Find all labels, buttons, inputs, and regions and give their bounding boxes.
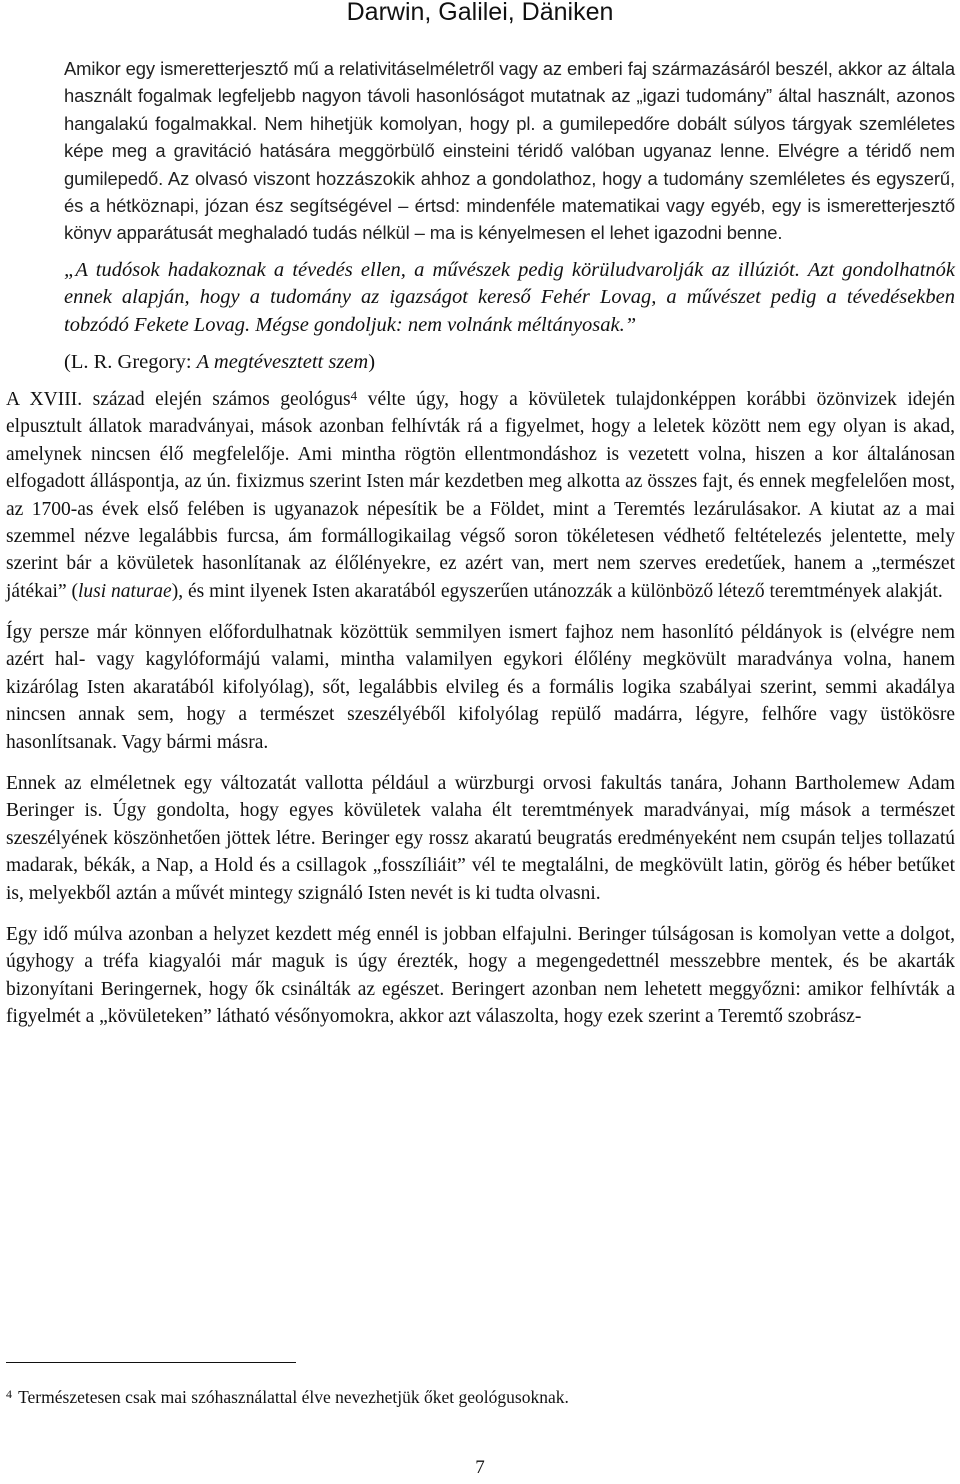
footnote-reference[interactable]: 4 [350, 388, 358, 403]
intro-paragraph: Amikor egy ismeretterjesztő mű a relativitáselméletről vagy az emberi faj származásáról beszél, akkor az általa használt fogalmak legfeljebb nagyon távoli hasonlóságot mutatnak az „igazi tudomány” által használt, azonos hangalakú fogalmakkal. Nem hihetjük komolyan, hogy pl. a gumilepedőre dobált súlyos tárgyak szemléletes képe meg a gravitáció hatására meggörbülő einsteini téridő valóban ugyanaz lenne. Elvégre a téridő nem gumilepedő. Az olvasó viszont hozzászokik ahhoz a gondolathoz, hogy a tudomány szemléletes és egyszerű, és a hétköznapi, józan ész segítségével – értsd: mindenféle matematikai vagy egyéb, egy is ismeretterjesztő könyv apparátusát meghaladó tudás nélkül – ma is kényelmesen el lehet igazodni benne. [64, 58, 955, 244]
page-title: Darwin, Galilei, Däniken [346, 0, 614, 26]
footnote-mark: 4 [6, 1387, 12, 1401]
body-paragraph-2 [6, 619, 955, 756]
footnote-text: Természetesen csak mai szóhasználattal élve nevezhetjük őket geológusoknak. [18, 1387, 569, 1407]
body-paragraph-3-text: Ennek az elméletnek egy változatát vallotta például a würzburgi orvosi fakultás tanára, Johann Bartholemew Adam Beringer is. Úgy gondolta, hogy egyes kövületek valaha élt teremtmények maradványai, míg mások a természet szeszélyének köszönhetően jöttek létre. Beringer egy rossz akaratú beugratás eredményeként nem csupán teljes tollazatú madarak, békák, a Nap, a Hold és a csillagok „fosszíliáit” vél te megtalálni, de megkövült latin, görög és héber betűket is, melyekből aztán a művét mintegy szignáló Isten nevét is ki tudta olvasni. [6, 773, 955, 904]
epigraph-source-title: A megtévesztett szem [196, 351, 369, 373]
body-paragraph-1-end: ), és mint ilyenek Isten akaratából egyszerűen utánozzák a különböző létező teremtmények alakját. [171, 580, 943, 602]
footnote [6, 1385, 569, 1409]
body-paragraph-1-latin: lusi naturae [78, 580, 172, 602]
epigraph-source [64, 349, 375, 376]
body-paragraph-2-text: Így persze már könnyen előfordulhatnak közöttük semmilyen ismert fajhoz nem hasonlító példányok is (elvégre nem azért hal- vagy kagylóformájú valami, mintha valamilyen egykori élőlény megkövült maradványa volna, hanem kizárólag Isten akaratából kifolyólag), sőt, legalábbis elvileg és a formális logika szabályai szerint, semmi akadálya nincsen annak sem, hogy a természet szeszélyéből kifolyólag repülő madárra, légyre, felhőre vagy üstökösre hasonlítsanak. Vagy bármi másra. [6, 622, 955, 753]
epigraph-source-end: ) [368, 351, 376, 373]
body-paragraph-1-start: A XVIII. század elején számos geológus [6, 389, 351, 410]
epigraph-quote: „A tudósok hadakoznak a tévedés ellen, a művészek pedig körüludvarolják az illúziót. Azt gondolhatnók ennek alapján, hogy a tudomány az igazságot kereső Fehér Lovag, a művészet pedig a tévedésekben tobzódó Fekete Lovag. Mégse gondoljuk: nem volnánk méltányosak.” [64, 259, 955, 336]
page-number: 7 [475, 1457, 485, 1478]
body-paragraph-4-text: Egy idő múlva azonban a helyzet kezdett még ennél is jobban elfajulni. Beringer túlságosan is komolyan vette a dolgot, úgyhogy a tréfa kiagyalói már maguk is úgy érezték, hogy a megengedettnél messzebbre mentek, és be akarták bizonyítani Beringernek, hogy ők csinálták az egészet. Beringert azonban nem lehetett meggyőzni: amikor felhívták a figyelmét a „kövületeken” látható vésőnyomokra, akkor azt válaszolta, hogy ezek szerint a Teremtő szobrász- [6, 924, 955, 1028]
epigraph-source-author: (L. R. Gregory: [64, 351, 197, 373]
body-paragraph-1 [6, 386, 955, 605]
footnote-divider [6, 1362, 296, 1363]
body-paragraph-3 [6, 770, 955, 907]
body-paragraph-1-middle: vélte úgy, hogy a kövületek tulajdonképpen korábbi özönvizek idején elpusztult állatok maradványai, mások azonban felhívták rá a figyelmet, hogy a leletek között nem egy olyan is akad, amelynek nincsen élő megfelelője. Ami mintha rögtön ellentmondáshoz is vezetett volna, hiszen a kor általánosan elfogadott álláspontja, az ún. fixizmus szerint Isten már kezdetben meg alkotta az összes fajt, és ennek megfelelően most, az 1700-as évek első felében is ugyanazok népesítik be a Földet, mint a Teremtés lezárulásakor. A kiutat az a mai szemmel nézve legalábbis furcsa, ám formállogikailag végső soron tökéletesen védhető feltételezés jelentette, mely szerint bár a kövületek hasonlítanak az élőlényekre, ez azért van, mert nem szerves eredetűek, hanem a „természet játékai” ( [6, 389, 956, 602]
body-paragraph-4 [6, 921, 955, 1031]
